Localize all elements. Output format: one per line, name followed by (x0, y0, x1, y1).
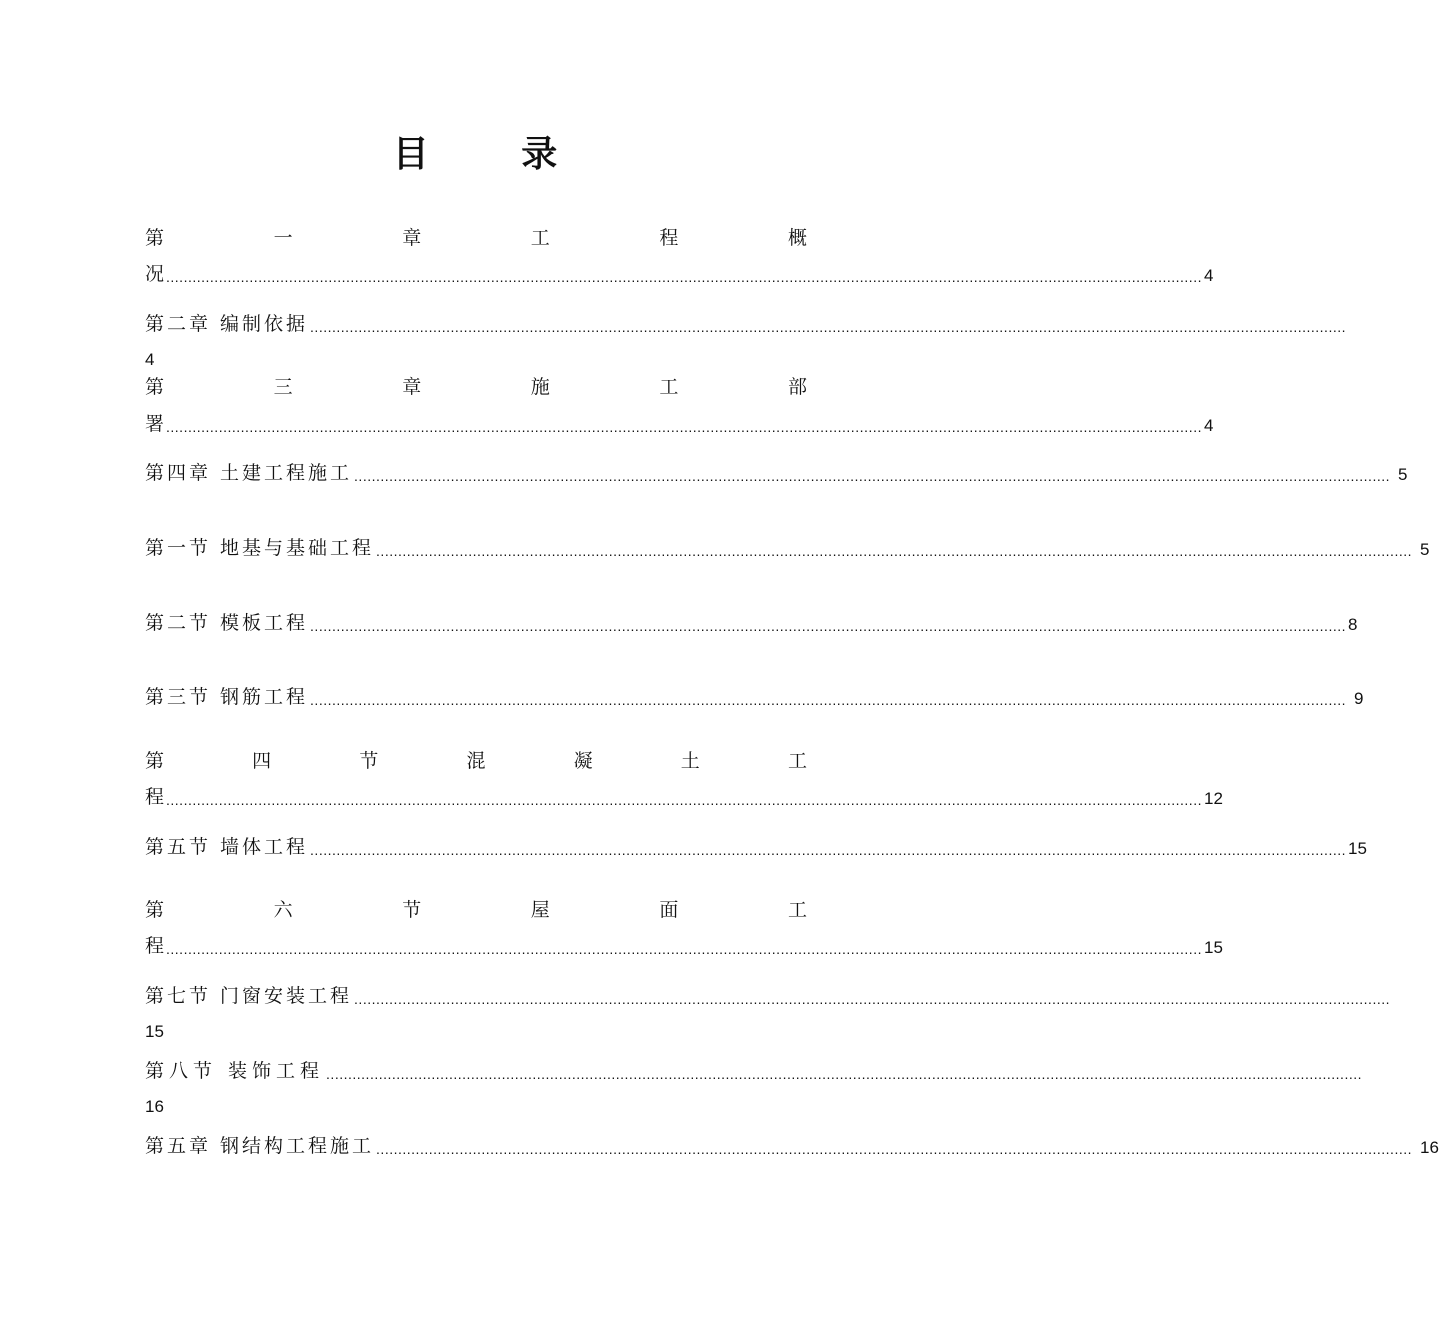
dot-leader: ............................................................................................................................................................................................................................................ (166, 419, 1202, 435)
page-number: 15 (1348, 839, 1367, 858)
toc-entry-section-8[interactable] (145, 1057, 1363, 1085)
toc-char: 四 (252, 750, 272, 772)
toc-char: 工 (530, 227, 550, 249)
toc-label: 第二节 模板工程 (145, 612, 309, 634)
toc-entry-section-7[interactable] (145, 982, 1391, 1010)
toc-entry-section-4[interactable] (145, 747, 807, 775)
toc-char: 部 (787, 376, 807, 398)
dot-leader: ............................................................................................................................................................................................................................................ (376, 543, 1413, 559)
dot-leader: ............................................................................................................................................................................................................................................ (354, 991, 1391, 1007)
dot-leader: ............................................................................................................................................................................................................................................ (166, 269, 1202, 285)
dot-leader: ............................................................................................................................................................................................................................................ (310, 319, 1347, 335)
toc-entry-chapter-1[interactable] (145, 224, 807, 252)
dot-leader: ............................................................................................................................................................................................................................................ (326, 1066, 1363, 1082)
toc-label: 第八节 装饰工程 (145, 1060, 325, 1082)
toc-entry-chapter-3[interactable] (145, 373, 807, 401)
toc-char: 概 (787, 227, 807, 249)
toc-char: 工 (659, 376, 679, 398)
toc-char: 第 (145, 376, 165, 398)
toc-char: 面 (659, 899, 679, 921)
toc-char: 程 (145, 786, 165, 808)
page-number: 4 (1203, 266, 1214, 285)
toc-entry-section-6[interactable] (145, 896, 807, 924)
toc-char: 一 (273, 227, 293, 249)
toc-char: 章 (402, 227, 422, 249)
toc-title: 目 录 (392, 134, 598, 175)
toc-char: 节 (359, 750, 379, 772)
page-number: 16 (145, 1097, 164, 1116)
toc-entry-chapter-5[interactable] (145, 1132, 1439, 1160)
page-number: 15 (145, 1022, 164, 1041)
toc-char: 凝 (573, 750, 593, 772)
dot-leader: ............................................................................................................................................................................................................................................ (310, 842, 1347, 858)
toc-entry-chapter-3-cont[interactable] (145, 410, 1214, 438)
dot-leader: ............................................................................................................................................................................................................................................ (310, 618, 1347, 634)
toc-char: 程 (659, 227, 679, 249)
page-number: 4 (145, 350, 155, 369)
toc-entry-section-4-cont[interactable] (145, 783, 1223, 811)
toc-label: 第五章 钢结构工程施工 (145, 1135, 375, 1157)
toc-label: 第四章 土建工程施工 (145, 462, 353, 484)
toc-entry-chapter-2[interactable] (145, 310, 1347, 338)
dot-leader: ............................................................................................................................................................................................................................................ (354, 468, 1391, 484)
toc-char: 第 (145, 750, 165, 772)
toc-char: 署 (145, 413, 165, 435)
toc-label: 第七节 门窗安装工程 (145, 985, 353, 1007)
page-number: 16 (1420, 1138, 1439, 1157)
toc-entry-section-1[interactable] (145, 534, 1430, 562)
toc-entry-section-3[interactable] (145, 683, 1364, 711)
toc-char: 工 (787, 750, 807, 772)
toc-entry-chapter-1-cont[interactable] (145, 260, 1214, 288)
toc-char: 六 (273, 899, 293, 921)
dot-leader: ............................................................................................................................................................................................................................................ (166, 941, 1202, 957)
page-number: 5 (1398, 465, 1408, 484)
dot-leader: ............................................................................................................................................................................................................................................ (376, 1141, 1413, 1157)
toc-label: 第一节 地基与基础工程 (145, 537, 375, 559)
page-number: 5 (1420, 540, 1430, 559)
toc-entry-section-6-cont[interactable] (145, 932, 1223, 960)
toc-entry-chapter-4[interactable] (145, 459, 1408, 487)
toc-char: 施 (530, 376, 550, 398)
toc-label: 第五节 墙体工程 (145, 836, 309, 858)
dot-leader: ............................................................................................................................................................................................................................................ (166, 792, 1202, 808)
toc-char: 程 (145, 935, 165, 957)
page-number: 9 (1354, 689, 1364, 708)
toc-char: 工 (787, 899, 807, 921)
page-number: 12 (1203, 789, 1223, 808)
page-number: 15 (1203, 938, 1223, 957)
page-number: 8 (1348, 615, 1358, 634)
toc-label: 第二章 编制依据 (145, 313, 309, 335)
toc-label: 第三节 钢筋工程 (145, 686, 309, 708)
toc-char: 章 (402, 376, 422, 398)
page-number: 4 (1203, 416, 1214, 435)
toc-char: 土 (680, 750, 700, 772)
toc-char: 节 (402, 899, 422, 921)
toc-char: 况 (145, 263, 165, 285)
toc-char: 屋 (530, 899, 550, 921)
toc-entry-section-5[interactable] (145, 833, 1367, 861)
toc-entry-section-2[interactable] (145, 609, 1358, 637)
toc-char: 混 (466, 750, 486, 772)
toc-char: 第 (145, 227, 165, 249)
toc-char: 三 (273, 376, 293, 398)
dot-leader: ............................................................................................................................................................................................................................................ (310, 692, 1347, 708)
toc-char: 第 (145, 899, 165, 921)
